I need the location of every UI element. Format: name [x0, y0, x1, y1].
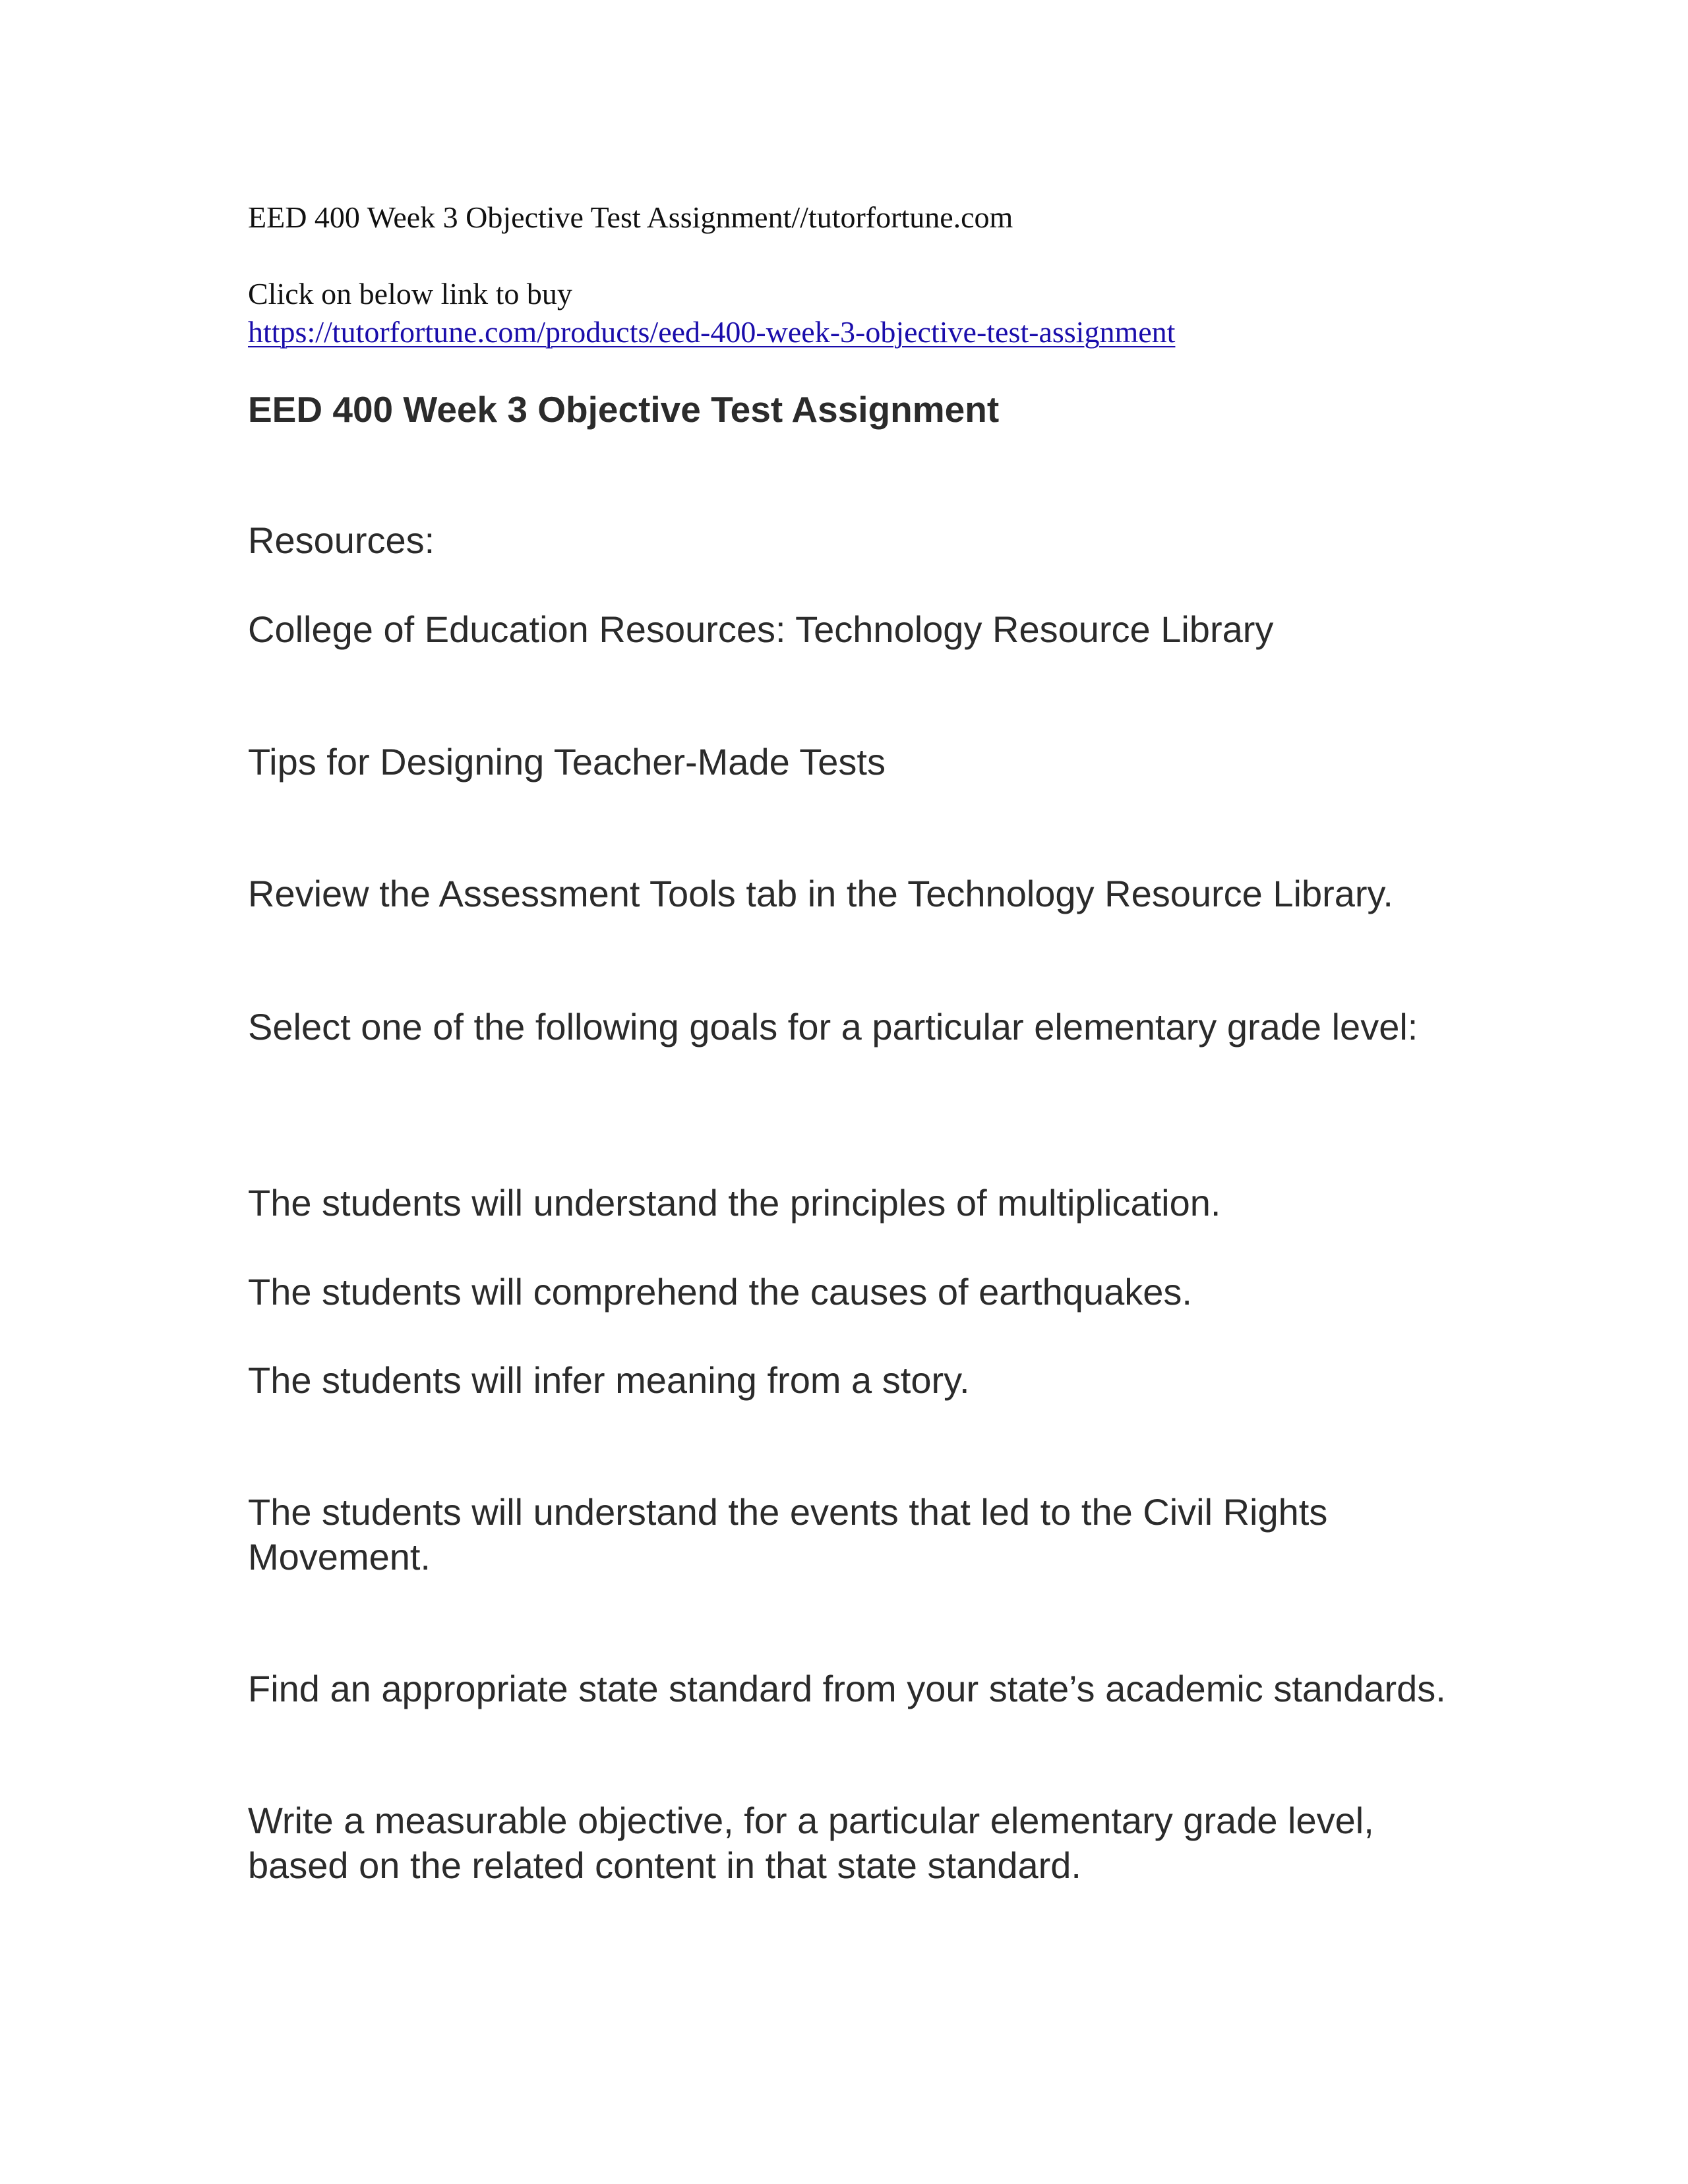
goal-item: The students will understand the principles of multiplication. [248, 1182, 1221, 1224]
document-header-title: EED 400 Week 3 Objective Test Assignment//tutorfortune.com [248, 200, 1013, 234]
instruction-review: Review the Assessment Tools tab in the Technology Resource Library. [248, 873, 1393, 914]
resource-test-tips: Tips for Designing Teacher-Made Tests [248, 741, 886, 782]
buy-link[interactable]: https://tutorfortune.com/products/eed-400-week-3-objective-test-assignment [248, 315, 1176, 349]
instruction-write-objective: Write a measurable objective, for a particular elementary grade level, based on the related content in that state standard. [248, 1800, 1374, 1886]
resource-college-library: College of Education Resources: Technology Resource Library [248, 608, 1274, 650]
instruction-find-standard: Find an appropriate state standard from your state’s academic standards. [248, 1668, 1446, 1709]
assignment-heading: EED 400 Week 3 Objective Test Assignment [248, 389, 1000, 430]
goal-item: The students will understand the events that led to the Civil Rights Movement. [248, 1491, 1328, 1578]
instruction-select-goal: Select one of the following goals for a particular elementary grade level: [248, 1006, 1418, 1048]
buy-prompt: Click on below link to buy [248, 277, 572, 310]
goal-item: The students will comprehend the causes of earthquakes. [248, 1271, 1192, 1313]
resources-label: Resources: [248, 519, 435, 561]
goal-item: The students will infer meaning from a story. [248, 1359, 970, 1401]
